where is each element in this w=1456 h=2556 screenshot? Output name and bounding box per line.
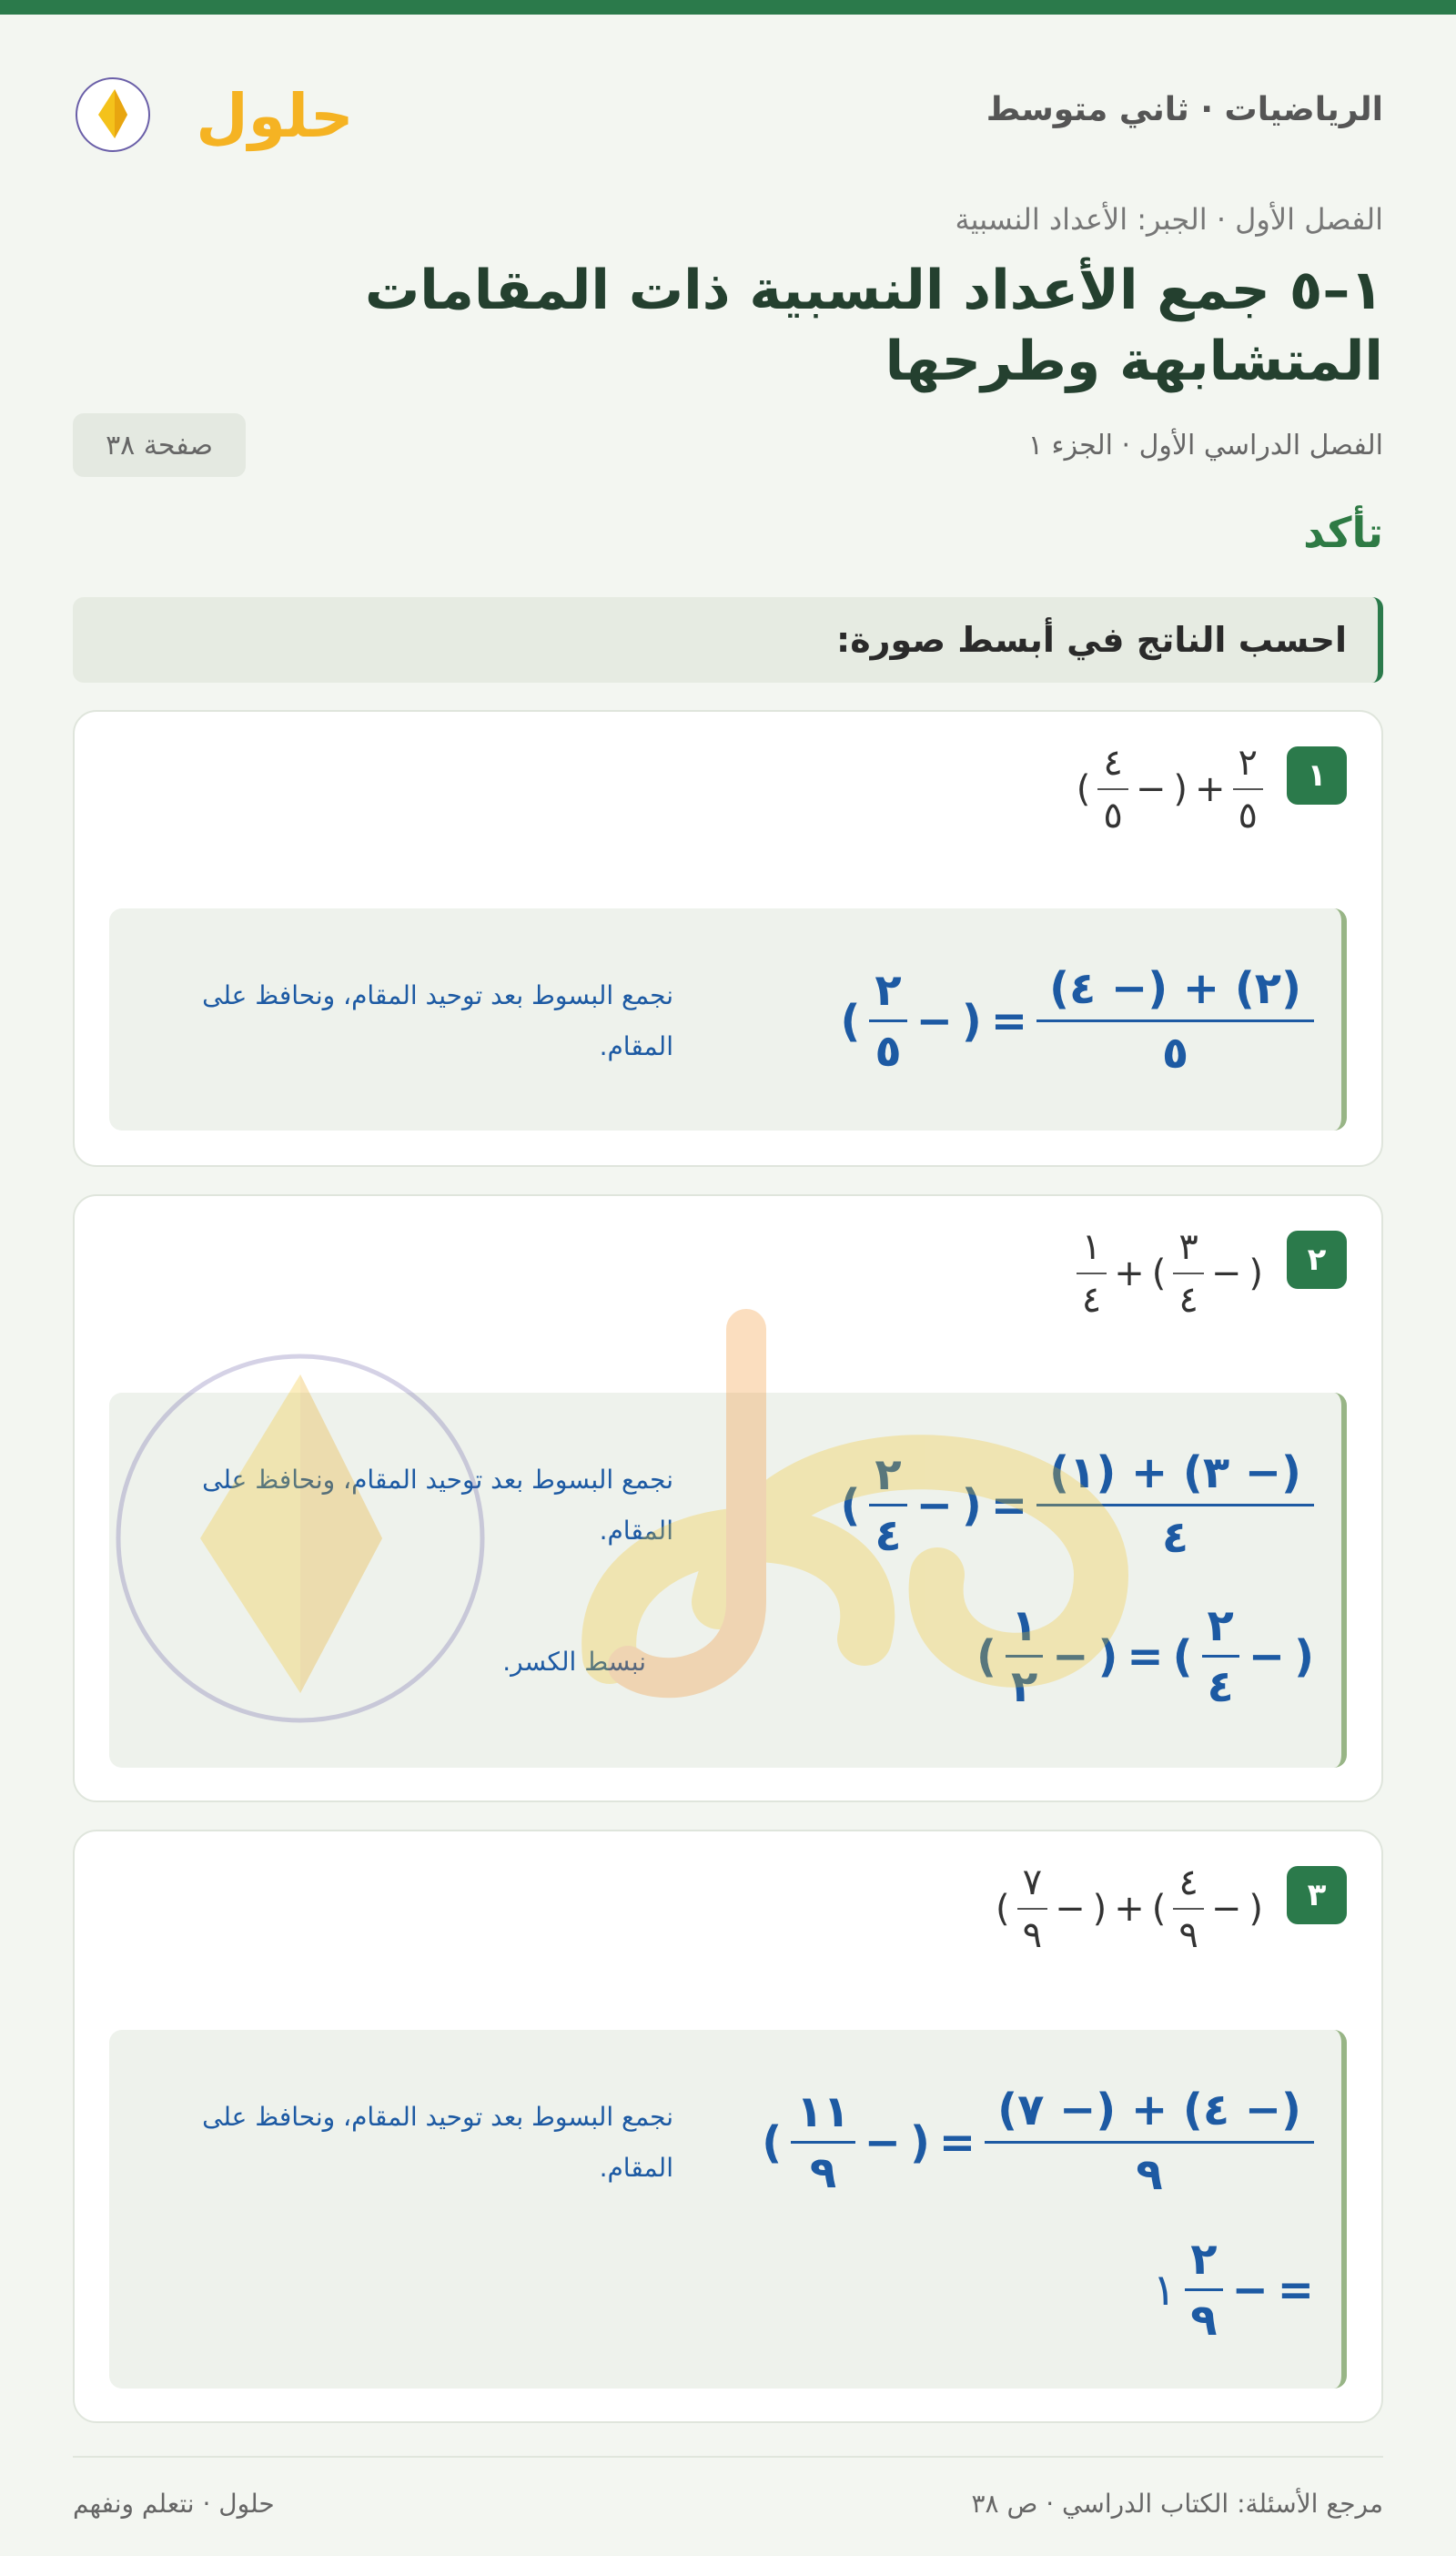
paren: ( [1092, 1888, 1107, 1930]
question-number: ١ [1287, 746, 1347, 805]
paren: ) [1172, 1630, 1193, 1682]
fraction: $\frac{١}{٢}$ [1006, 1602, 1043, 1710]
minus-sign: − [1248, 1630, 1286, 1682]
question-expression [1077, 1227, 1263, 1320]
minus-sign: − [1052, 1630, 1089, 1682]
fraction: $\frac{٣}{٤}$ [1173, 1227, 1203, 1320]
hulul-logo[interactable] [73, 64, 354, 164]
fraction: $\frac{١}{٤}$ [1077, 1227, 1107, 1320]
fraction: $\frac{٢}{٤}$ [869, 1451, 906, 1559]
paren: ) [840, 1479, 861, 1531]
paren: ( [1173, 768, 1188, 810]
solution-box [109, 2030, 1347, 2389]
paren: ) [1151, 1253, 1167, 1294]
minus-sign: − [1210, 1888, 1242, 1930]
fraction: $\frac{٢}{٩}$ [1185, 2236, 1222, 2344]
paren: ) [1151, 1888, 1167, 1930]
fraction: $\frac{٢}{٤}$ [1202, 1602, 1239, 1710]
whole-number: ١ [1152, 2264, 1177, 2316]
question-number: ٢ [1287, 1231, 1347, 1289]
paren: ( [1249, 1888, 1263, 1930]
paren: ( [961, 1479, 982, 1531]
paren: ) [1076, 768, 1091, 810]
question-expression [1077, 743, 1263, 836]
fraction: $\frac{(- ٤) + (- ٧)}{٩}$ [985, 2084, 1314, 2200]
solution-step [1152, 2236, 1314, 2344]
top-accent-bar [0, 0, 1456, 15]
minus-sign: − [864, 2116, 901, 2168]
fraction: $\frac{٤}{٩}$ [1173, 1862, 1203, 1955]
equals-sign: = [1127, 1630, 1164, 1682]
plus-sign: + [1114, 1888, 1145, 1930]
section-heading: تأكد [1303, 508, 1383, 557]
question-card-3 [73, 1830, 1383, 2423]
fraction: $\frac{١١}{٩}$ [791, 2088, 855, 2196]
paren: ) [762, 2116, 783, 2168]
page-title: ١–٥ جمع الأعداد النسبية ذات المقامات المتشابهة وطرحها [364, 259, 1383, 393]
page-header [73, 64, 1383, 164]
minus-sign: − [915, 1479, 953, 1531]
paren: ( [909, 2116, 930, 2168]
fraction: $\frac{(٢) + (- ٤)}{٥}$ [1036, 963, 1314, 1079]
equals-sign: = [990, 1479, 1028, 1531]
equals-sign: = [1277, 2264, 1314, 2316]
fraction: $\frac{٤}{٥}$ [1097, 743, 1127, 836]
svg-text:حلول: حلول [196, 81, 354, 151]
footer-reference: مرجع الأسئلة: الكتاب الدراسي · ص ٣٨ [971, 2489, 1383, 2519]
solution-note: نجمع البسوط بعد توحيد المقام، ونحافظ على المقام. [202, 1465, 673, 1546]
plus-sign: + [1195, 768, 1226, 810]
breadcrumb: الفصل الأول · الجبر: الأعداد النسبية [955, 202, 1383, 237]
solution-step [840, 1447, 1314, 1563]
paren: ( [1249, 1253, 1263, 1294]
question-number: ٣ [1287, 1866, 1347, 1924]
footer-brand: حلول · نتعلم ونفهم [73, 2489, 275, 2519]
plus-sign: + [1114, 1253, 1145, 1294]
page-footer [73, 2456, 1383, 2531]
solution-step [840, 963, 1314, 1079]
solution-step [976, 1602, 1314, 1710]
solution-note: نجمع البسوط بعد توحيد المقام، ونحافظ على المقام. [202, 980, 673, 1061]
logo-icon [73, 64, 354, 164]
instruction-banner: احسب الناتج في أبسط صورة: [73, 597, 1383, 683]
question-expression [996, 1862, 1263, 1955]
paren: ( [1097, 1630, 1118, 1682]
minus-sign: − [1210, 1253, 1242, 1294]
fraction: $\frac{(- ٣) + (١)}{٤}$ [1036, 1447, 1314, 1563]
equals-sign: = [990, 995, 1028, 1047]
paren: ) [840, 995, 861, 1047]
question-card-2 [73, 1194, 1383, 1802]
page-badge: صفحة ٣٨ [73, 413, 246, 477]
fraction: $\frac{٧}{٩}$ [1017, 1862, 1047, 1955]
solution-note: نبسط الكسر. [502, 1647, 646, 1677]
minus-sign: − [1055, 1888, 1086, 1930]
paren: ( [961, 995, 982, 1047]
solution-box [109, 1393, 1347, 1768]
fraction: $\frac{٢}{٥}$ [869, 967, 906, 1075]
subject-label: الرياضيات · ثاني متوسط [986, 91, 1383, 128]
paren: ) [996, 1888, 1010, 1930]
solution-step [762, 2084, 1314, 2200]
paren: ( [1294, 1630, 1314, 1682]
question-card-1 [73, 710, 1383, 1167]
paren: ) [976, 1630, 996, 1682]
equals-sign: = [938, 2116, 976, 2168]
minus-sign: − [1231, 2264, 1269, 2316]
minus-sign: − [915, 995, 953, 1047]
fraction: $\frac{٢}{٥}$ [1233, 743, 1263, 836]
minus-sign: − [1135, 768, 1167, 810]
solution-box [109, 908, 1347, 1131]
term-meta: الفصل الدراسي الأول · الجزء ١ [1027, 430, 1383, 462]
solution-note: نجمع البسوط بعد توحيد المقام، ونحافظ على المقام. [202, 2102, 673, 2183]
